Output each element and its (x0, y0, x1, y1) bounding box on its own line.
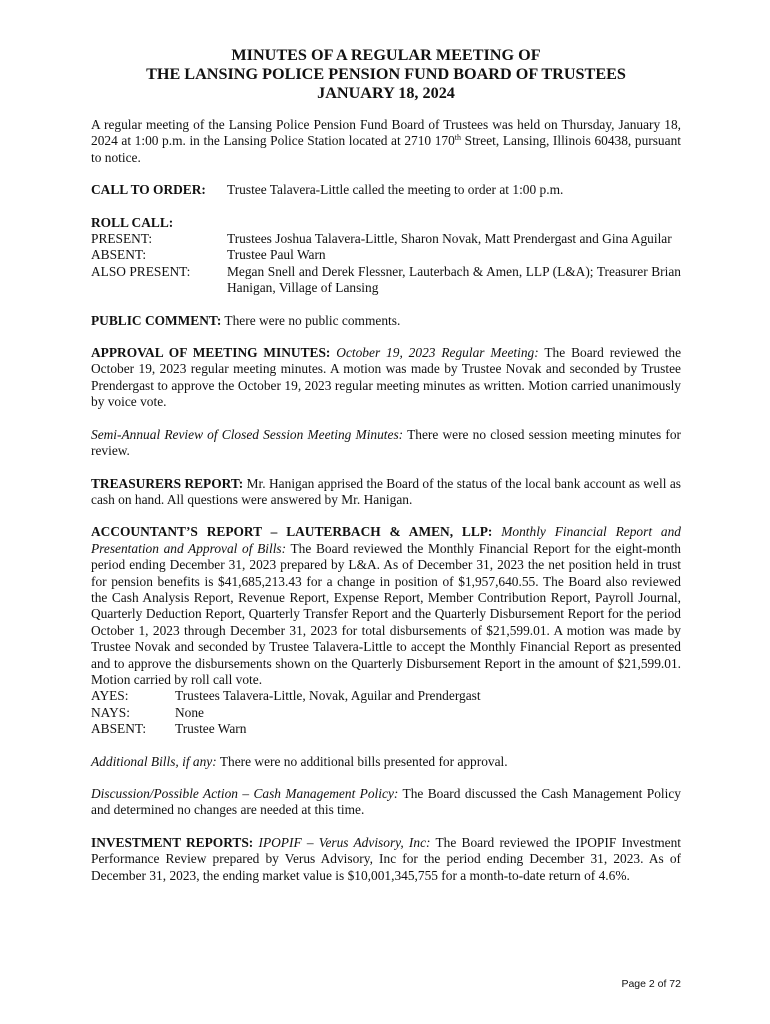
treasurers-report: TREASURERS REPORT: Mr. Hanigan apprised the Board of the status of the local bank account as well as cash on hand. All questions were answered by Mr. Hanigan. (91, 475, 681, 507)
absent-value: Trustee Paul Warn (227, 247, 326, 263)
semi-annual-review: Semi-Annual Review of Closed Session Meeting Minutes: There were no closed session meeting minutes for review. (91, 426, 681, 459)
call-to-order-text: Trustee Talavera-Little called the meeting to order at 1:00 p.m. (227, 182, 564, 198)
minutes-page (91, 46, 681, 900)
public-comment: PUBLIC COMMENT: There were no public comments. (91, 312, 401, 328)
also-present-label: ALSO PRESENT: (91, 263, 191, 279)
cash-management-policy: Discussion/Possible Action – Cash Management Policy: The Board discussed the Cash Management Policy and determined no changes are needed at this time. (91, 786, 682, 818)
intro-paragraph: A regular meeting of the Lansing Police Pension Fund Board of Trustees was held on Thursday, January 18, 2024 at 1:00 p.m. in the Lansing Police Station located at 2710 170th Street, Lansing, Illinois 60438, pursuant to notice. (91, 117, 681, 165)
vote-nays: NAYS: None (91, 704, 205, 720)
roll-call-present (91, 231, 681, 247)
accountants-report-text: ACCOUNTANT’S REPORT – LAUTERBACH & AMEN, LLP: Monthly Financial Report and Presentation and Approval of Bills: The Board reviewed the Monthly Financial Report for the eight-month period ending December 31, 2023 prepared by L&A. As of December 31, 2023 the net position held in trust for pension benefits is $41,685,213.43 for a change in position of $1,957,640.55. The Board also reviewed the Cash Analysis Report, Revenue Report, Expense Report, Member Contribution Report, Payroll Journal, Quarterly Deduction Report, Quarterly Transfer Report and the Quarterly Disbursement Report for the period October 1, 2023 through December 31, 2023 for total disbursements of $21,599.01. A motion was made by Trustee Novak and seconded by Trustee Talavera-Little to accept the Monthly Financial Report as presented and to approve the disbursements shown on the Quarterly Disbursement Report in the amount of $21,599.01. Motion carried by roll call vote. (91, 524, 682, 687)
also-present-value: Megan Snell and Derek Flessner, Lauterbach & Amen, LLP (L&A); Treasurer Brian Hanigan, Village of Lansing (227, 263, 681, 296)
approval-of-minutes: APPROVAL OF MEETING MINUTES: October 19, 2023 Regular Meeting: The Board reviewed the October 19, 2023 regular meeting minutes. A motion was made by Trustee Novak and seconded by Trustee Prendergast to approve the October 19, 2023 regular meeting minutes as written. Motion carried unanimously by voice vote. (91, 345, 682, 410)
call-to-order (91, 182, 681, 198)
additional-bills: Additional Bills, if any: There were no additional bills presented for approval. (91, 753, 508, 769)
call-to-order-label: CALL TO ORDER: (91, 182, 206, 198)
investment-reports: INVESTMENT REPORTS: IPOPIF – Verus Advisory, Inc: The Board reviewed the IPOPIF Investment Performance Review prepared by Verus Advisory, Inc for the period ending December 31, 2023. As of December 31, 2023, the ending market value is $10,001,345,755 for a month-to-date return of 4.6%. (91, 834, 682, 883)
title-line-3: JANUARY 18, 2024 (317, 84, 455, 102)
title-line-2: THE LANSING POLICE PENSION FUND BOARD OF TRUSTEES (146, 65, 626, 83)
roll-call-heading: ROLL CALL: (91, 214, 174, 230)
roll-call-also-present (91, 264, 681, 297)
document-title (91, 46, 681, 103)
roll-call-absent (91, 247, 681, 263)
roll-call (91, 215, 681, 297)
present-label: PRESENT: (91, 231, 153, 247)
vote-ayes: AYES: Trustees Talavera-Little, Novak, Aguilar and Prendergast (91, 688, 481, 704)
page-number: Page 2 of 72 (621, 978, 681, 990)
present-value: Trustees Joshua Talavera-Little, Sharon Novak, Matt Prendergast and Gina Aguilar (227, 231, 672, 247)
title-line-1: MINUTES OF A REGULAR MEETING OF (231, 46, 541, 64)
vote-absent: ABSENT: Trustee Warn (91, 721, 247, 737)
absent-label: ABSENT: (91, 247, 147, 263)
accountants-report (91, 524, 681, 737)
